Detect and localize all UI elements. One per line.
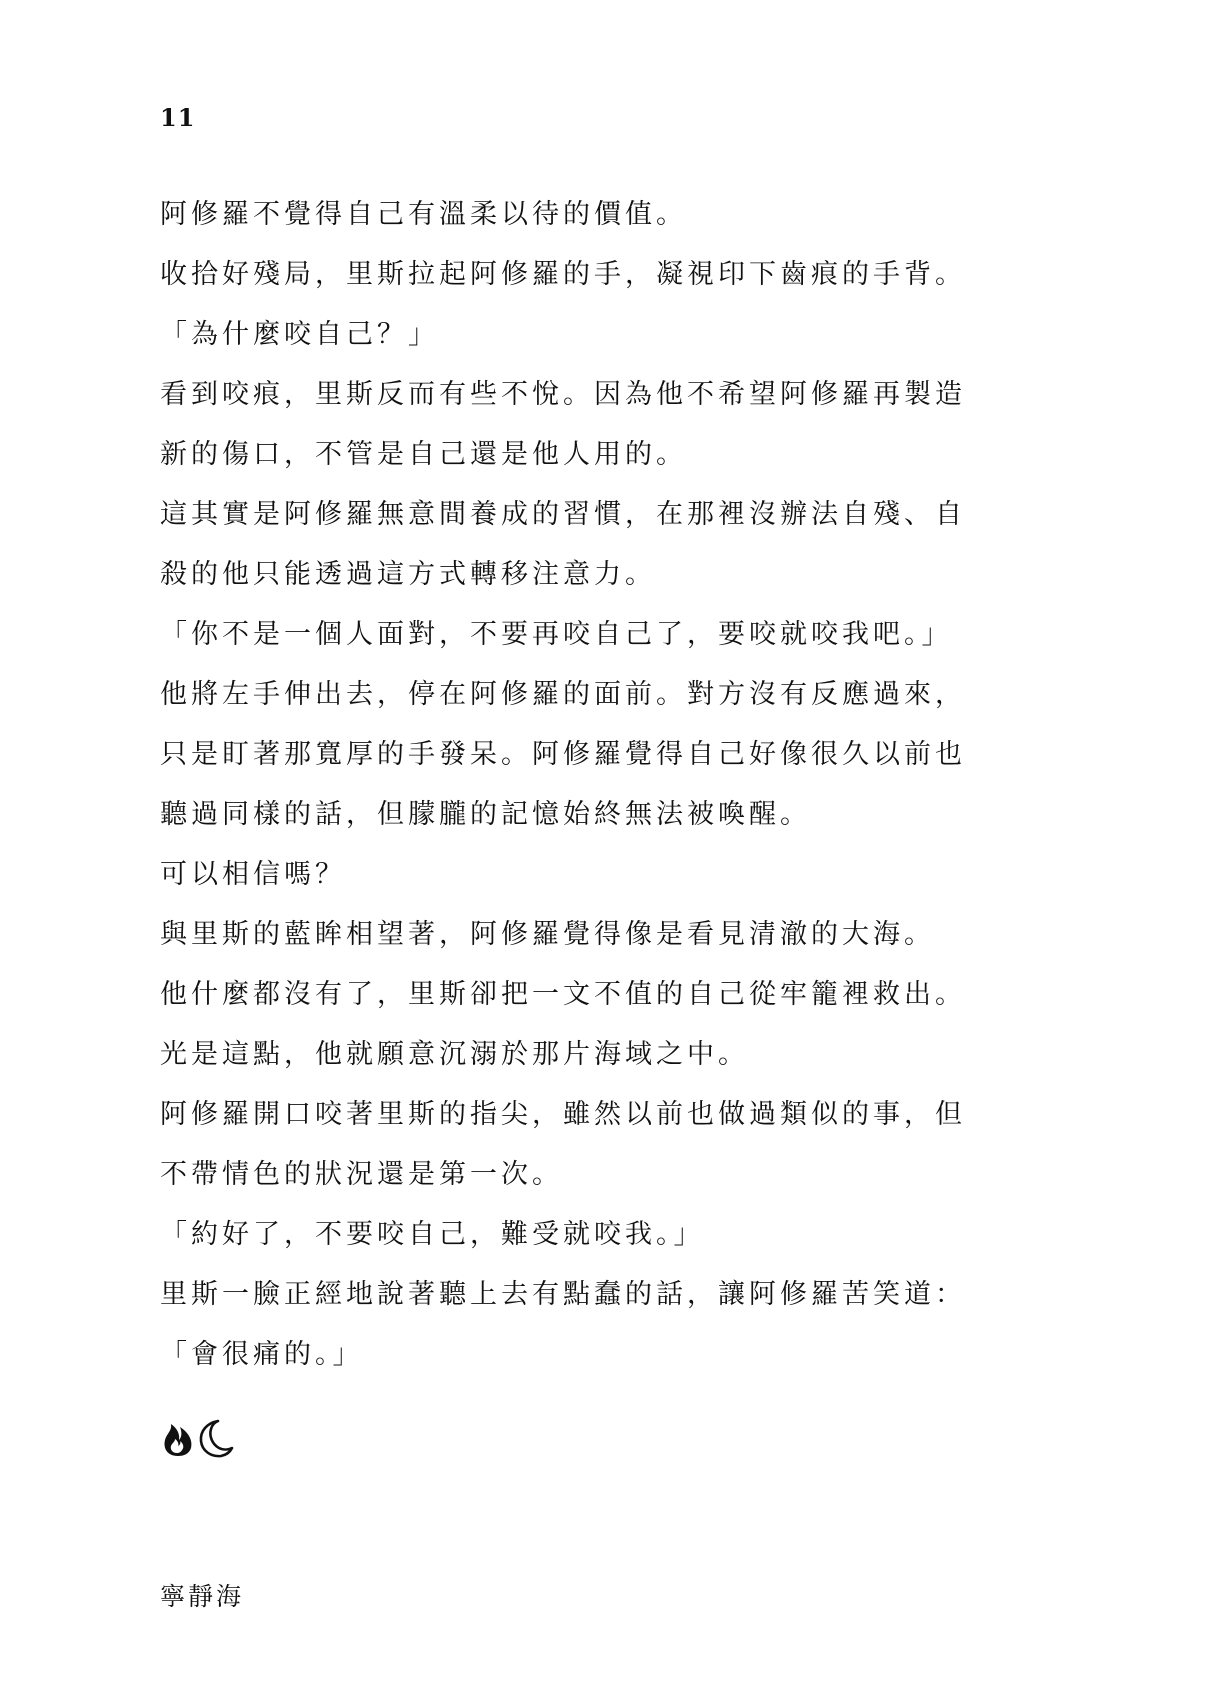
- paragraph-line: 「為什麼咬自己？」: [160, 319, 439, 350]
- paragraph-line: 光是這點，他就願意沉溺於那片海域之中。: [160, 1039, 749, 1070]
- paragraph-line: 里斯一臉正經地說著聽上去有點蠢的話，讓阿修羅苦笑道：: [160, 1279, 966, 1310]
- paragraph-line: 與里斯的藍眸相望著，阿修羅覺得像是看見清澈的大海。: [160, 919, 935, 950]
- paragraph-line: 他什麼都沒有了，里斯卻把一文不值的自己從牢籠裡救出。: [160, 979, 966, 1010]
- paragraph-line: 收拾好殘局，里斯拉起阿修羅的手，凝視印下齒痕的手背。: [160, 259, 966, 290]
- paragraph-line: 新的傷口，不管是自己還是他人用的。: [160, 439, 687, 470]
- paragraph-line: 看到咬痕，里斯反而有些不悅。因為他不希望阿修羅再製造: [160, 379, 966, 410]
- page-number: 11: [160, 103, 196, 132]
- paragraph-line: 「會很痛的。」: [160, 1339, 364, 1370]
- crescent-moon-icon: [201, 1421, 232, 1456]
- book-title-footer: 寧靜海: [160, 1582, 245, 1611]
- paragraph-line: 阿修羅不覺得自己有溫柔以待的價值。: [160, 199, 687, 230]
- paragraph-line: 「約好了，不要咬自己，難受就咬我。」: [160, 1219, 705, 1250]
- flame-icon: [165, 1424, 192, 1456]
- paragraph-line: 可以相信嗎？: [160, 859, 346, 890]
- paragraph-line: 聽過同樣的話，但朦朧的記憶始終無法被喚醒。: [160, 799, 811, 830]
- paragraph-line: 殺的他只能透過這方式轉移注意力。: [160, 559, 656, 590]
- paragraph-line: 只是盯著那寬厚的手發呆。阿修羅覺得自己好像很久以前也: [160, 739, 966, 770]
- section-ornament: [160, 1415, 240, 1459]
- paragraph-line: 他將左手伸出去，停在阿修羅的面前。對方沒有反應過來，: [160, 679, 966, 710]
- paragraph-line: 阿修羅開口咬著里斯的指尖，雖然以前也做過類似的事，但: [160, 1099, 966, 1130]
- paragraph-line: 不帶情色的狀況還是第一次。: [160, 1159, 563, 1190]
- paragraph-line: 「你不是一個人面對，不要再咬自己了，要咬就咬我吧。」: [160, 619, 953, 650]
- paragraph-line: 這其實是阿修羅無意間養成的習慣，在那裡沒辦法自殘、自: [160, 499, 966, 530]
- body-text: [160, 190, 1060, 1390]
